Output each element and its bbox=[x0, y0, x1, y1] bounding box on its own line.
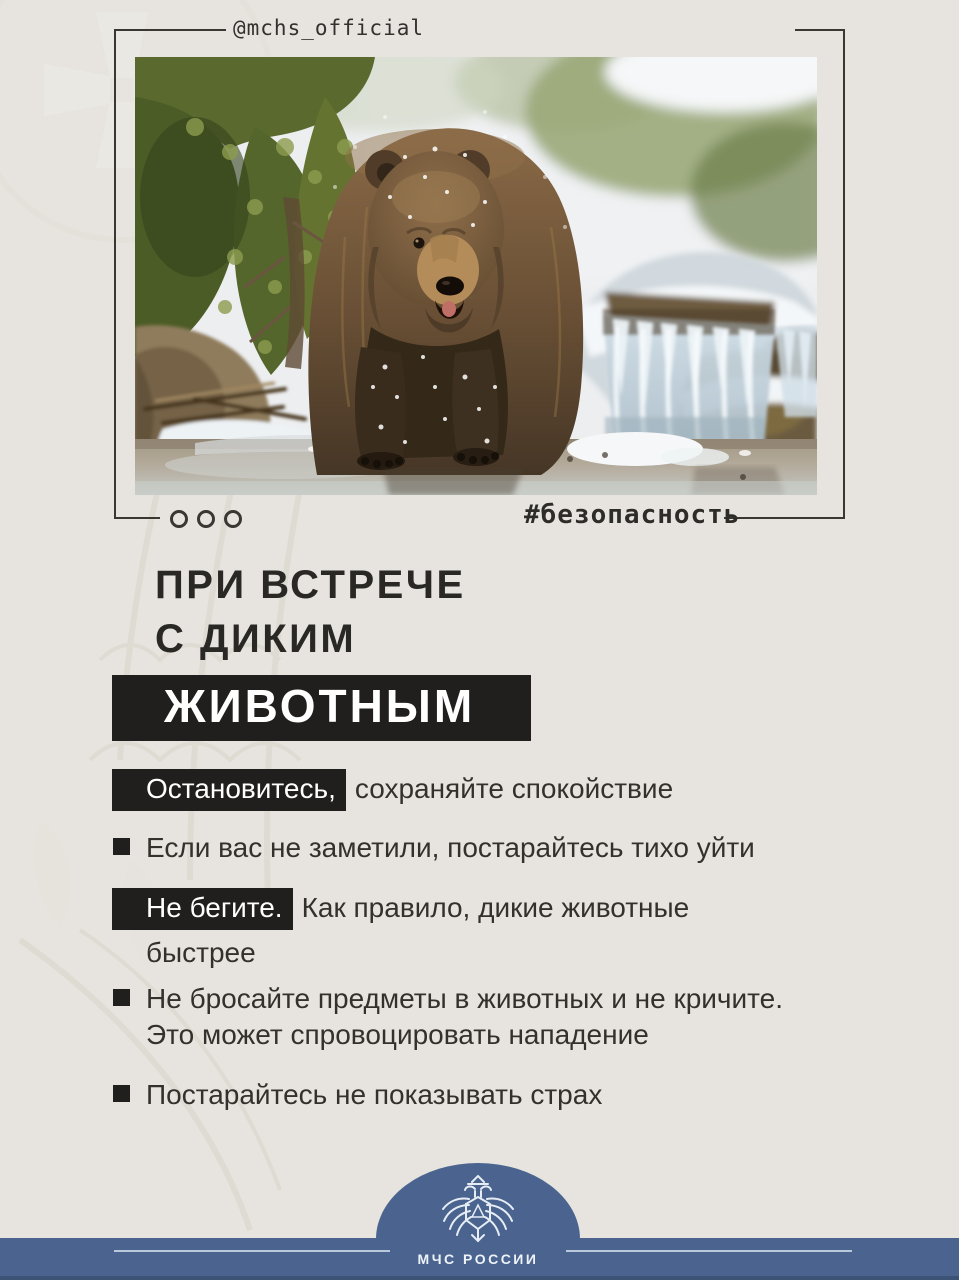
bullet-text-continuation: Это может спровоцировать нападение bbox=[146, 1019, 649, 1050]
social-handle-label: @mchs_official bbox=[233, 16, 425, 40]
title-line-1: ПРИ ВСТРЕЧЕ bbox=[155, 563, 466, 607]
bear-photo bbox=[135, 57, 817, 495]
title-line-2: С ДИКИМ bbox=[155, 617, 357, 661]
bullet-text: Если вас не заметили, постарайтесь тихо уйти bbox=[146, 832, 755, 863]
dot-icon bbox=[170, 510, 188, 528]
bullet-text: Как правило, дикие животные bbox=[301, 892, 690, 923]
frame-left-line bbox=[114, 29, 116, 519]
title-highlight-box bbox=[112, 675, 531, 741]
frame-right-line bbox=[843, 29, 845, 519]
bullet-text: Не бросайте предметы в животных и не кричите. bbox=[146, 983, 783, 1014]
frame-top-right-line bbox=[795, 29, 845, 31]
bullet-text: Постарайтесь не показывать страх bbox=[146, 1079, 603, 1110]
highlight-box: Не бегите. bbox=[112, 888, 293, 930]
bullet-row-3 bbox=[112, 888, 892, 971]
highlight-box: Остановитесь, bbox=[112, 769, 346, 811]
frame-bottom-right-line bbox=[724, 517, 845, 519]
footer-divider-right bbox=[566, 1250, 852, 1252]
bullet-row-4 bbox=[112, 981, 892, 1053]
three-dots-icon bbox=[170, 510, 242, 528]
bear-photo-scene bbox=[135, 57, 817, 495]
footer-divider-left bbox=[114, 1250, 390, 1252]
mchs-double-eagle-emblem-icon bbox=[433, 1175, 523, 1245]
dot-icon bbox=[224, 510, 242, 528]
bullet-row-1 bbox=[112, 769, 892, 811]
footer-org-label: МЧС РОССИИ bbox=[417, 1251, 539, 1267]
hashtag-label: #безопасность bbox=[524, 500, 741, 530]
bullet-row-5 bbox=[112, 1077, 892, 1113]
bullet-row-2 bbox=[112, 830, 892, 866]
frame-top-left-line bbox=[114, 29, 226, 31]
bullet-text-continuation: быстрее bbox=[146, 937, 256, 968]
bullet-text: сохраняйте спокойствие bbox=[354, 773, 674, 804]
bullet-line bbox=[112, 888, 892, 930]
frame-bottom-left-line bbox=[114, 517, 160, 519]
square-bullet-icon bbox=[113, 838, 130, 855]
title-line-3: ЖИВОТНЫМ bbox=[164, 680, 476, 732]
square-bullet-icon bbox=[113, 1085, 130, 1102]
dot-icon bbox=[197, 510, 215, 528]
square-bullet-icon bbox=[113, 989, 130, 1006]
